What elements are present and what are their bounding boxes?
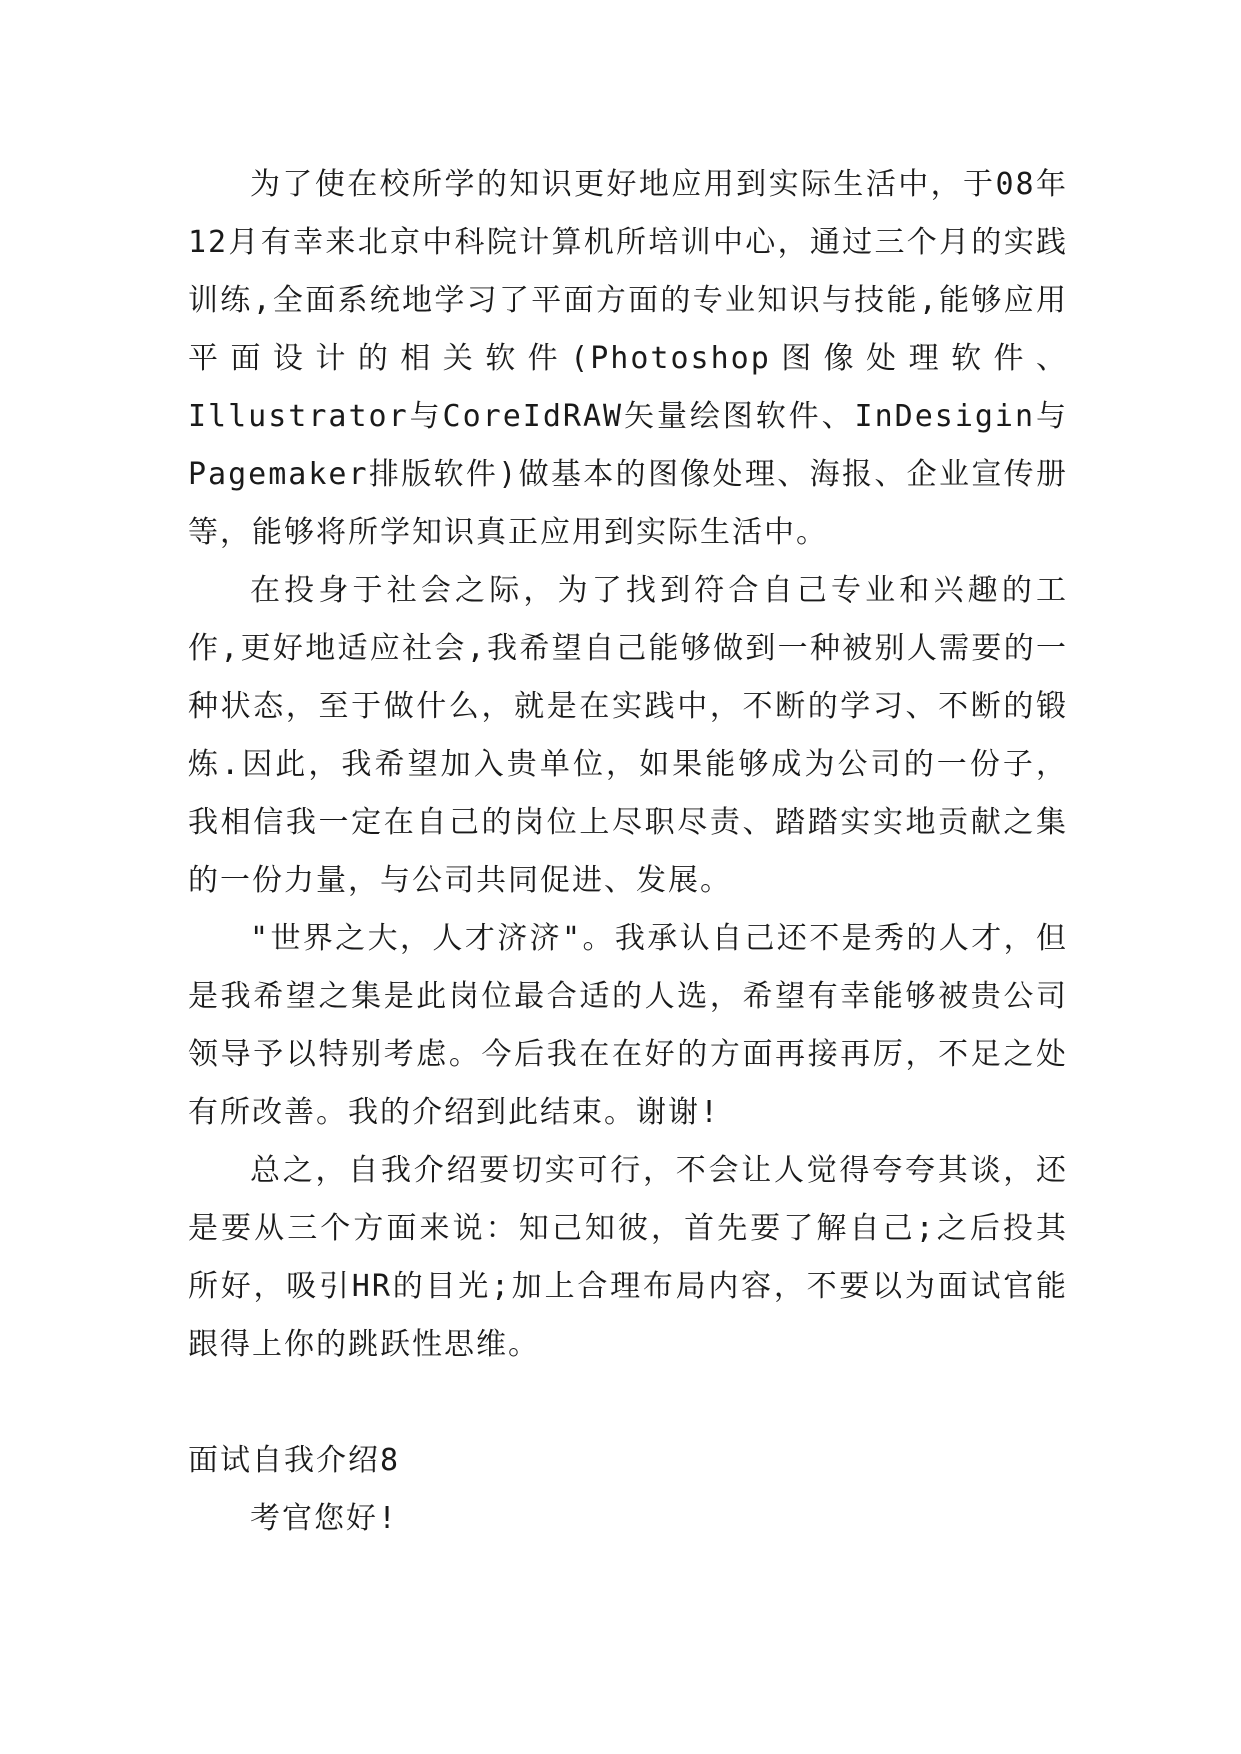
- section-heading: 面试自我介绍8: [188, 1443, 401, 1478]
- paragraph-career-goal: 在投身于社会之际，为了找到符合自己专业和兴趣的工作,更好地适应社会,我希望自己能够做到一种被别人需要的一种状态，至于做什么，就是在实践中，不断的学习、不断的锻炼.因此，我希望加入贵单位，如果能够成为公司的一份子，我相信我一定在自己的岗位上尽职尽责、踏踏实实地贡献之集的一份力量，与公司共同促进、发展。: [188, 573, 1068, 898]
- paragraph-training: 为了使在校所学的知识更好地应用到实际生活中，于08年12月有幸来北京中科院计算机所培训中心，通过三个月的实践训练,全面系统地学习了平面方面的专业知识与技能,能够应用平面设计的相关软件(Photoshop图像处理软件、Illustrator与CoreIdRAW矢量绘图软件、InDesigin与Pagemaker排版软件)做基本的图像处理、海报、企业宣传册等，能够将所学知识真正应用到实际生活中。: [188, 167, 1068, 550]
- document-body: [188, 156, 1068, 1548]
- greeting-line: 考官您好!: [250, 1501, 399, 1536]
- paragraph-closing: "世界之大，人才济济"。我承认自己还不是秀的人才，但是我希望之集是此岗位最合适的人选，希望有幸能够被贵公司领导予以特别考虑。今后我在在好的方面再接再厉，不足之处有所改善。我的介绍到此结束。谢谢!: [188, 921, 1068, 1130]
- paragraph-summary: 总之，自我介绍要切实可行，不会让人觉得夸夸其谈，还是要从三个方面来说：知己知彼，首先要了解自己;之后投其所好，吸引HR的目光;加上合理布局内容，不要以为面试官能跟得上你的跳跃性思维。: [188, 1153, 1068, 1362]
